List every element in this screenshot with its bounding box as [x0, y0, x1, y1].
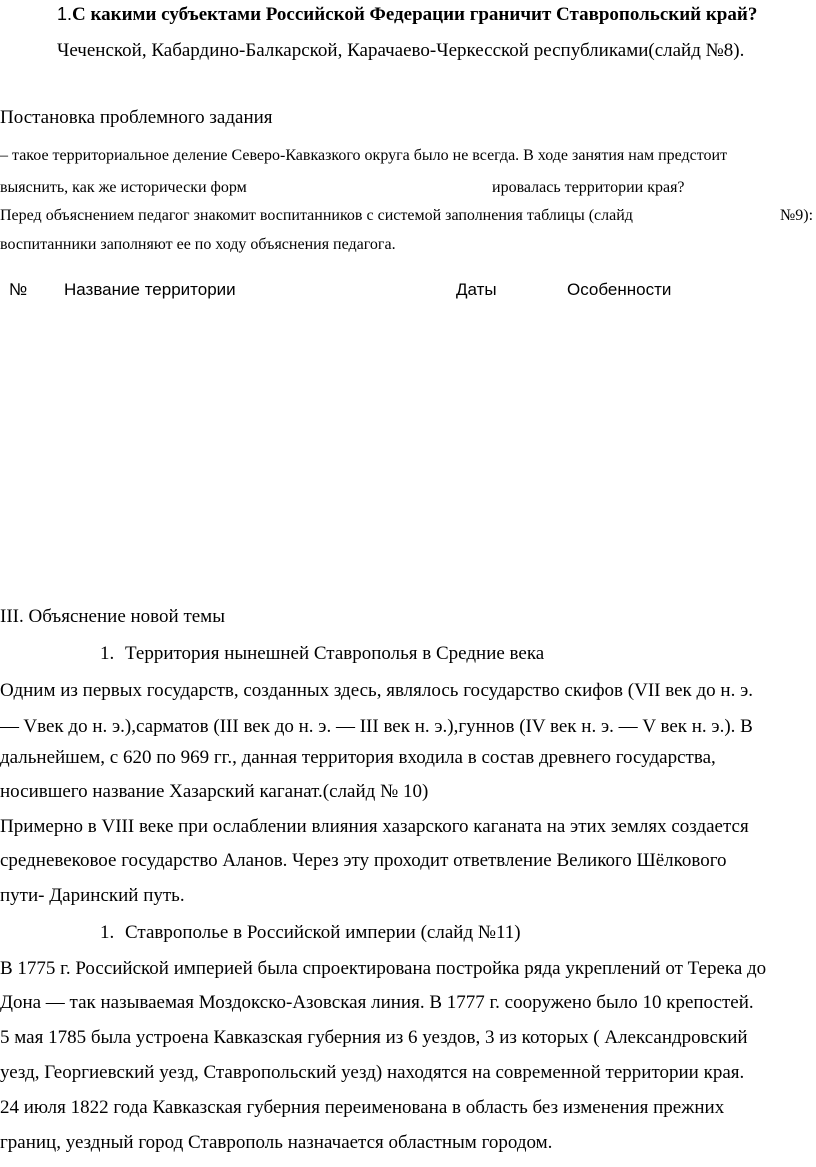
paragraph-1-line-1: Одним из первых государств, созданных здесь, являлось государство скифов (VII век до н. э. [0, 680, 753, 701]
problem-line-2b: ировалась территории края? [492, 179, 685, 196]
subsection-1-title [100, 644, 544, 663]
table-header-territory: Название территории [64, 280, 236, 299]
subsection-1-number: 1. [100, 643, 115, 664]
paragraph-1-line-2: — Vвек до н. э.),сарматов (III век до н. э. — III век н. э.),гуннов (IV век н. э. — V век н. э.). В [0, 716, 753, 737]
table-header-number: № [9, 280, 28, 299]
problem-line-4: воспитанники заполняют ее по ходу объяснения педагога. [0, 236, 396, 253]
question-number: 1. [57, 4, 73, 24]
problem-line-3b: №9): [780, 207, 814, 224]
paragraph-1-line-4: носившего название Хазарский каганат.(слайд № 10) [0, 781, 429, 802]
paragraph-2-line-1: Примерно в VIII веке при ослаблении влияния хазарского каганата на этих землях создается [0, 816, 749, 837]
table-header-dates: Даты [456, 280, 497, 299]
paragraph-3-line-2: Дона — так называемая Моздокско-Азовская линия. В 1777 г. сооружено было 10 крепостей. [0, 992, 754, 1013]
paragraph-2-line-2: средневековое государство Аланов. Через эту проходит ответвление Великого Шёлкового [0, 850, 727, 871]
problem-heading: Постановка проблемного задания [0, 107, 273, 128]
paragraph-2-line-3: пути- Даринский путь. [0, 885, 185, 906]
question-answer: Чеченской, Кабардино-Балкарской, Карачаево-Черкесской республиками(слайд №8). [57, 40, 745, 61]
subsection-2-title [100, 923, 521, 942]
problem-line-2a: выяснить, как же исторически форм [0, 179, 247, 196]
problem-line-1: – такое территориальное деление Северо-Кавказкого округа было не всегда. В ходе занятия нам предстоит [0, 147, 728, 164]
question-text: С какими субъектами Российской Федерации граничит Ставропольский край? [72, 4, 758, 25]
paragraph-3-line-5: 24 июля 1822 года Кавказская губерния переименована в область без изменения прежних [0, 1097, 725, 1118]
table-header-features: Особенности [567, 280, 672, 299]
subsection-2-text: Ставрополье в Российской империи (слайд №11) [125, 922, 521, 943]
paragraph-3-line-3: 5 мая 1785 была устроена Кавказская губерния из 6 уездов, 3 из которых ( Александровский [0, 1027, 748, 1048]
problem-line-3a: Перед объяснением педагог знакомит воспитанников с системой заполнения таблицы (слайд [0, 207, 633, 224]
subsection-2-number: 1. [100, 922, 115, 943]
paragraph-3-line-1: В 1775 г. Российской империей была спроектирована постройка ряда укреплений от Терека до [0, 958, 767, 979]
paragraph-3-line-6: границ, уездный город Ставрополь назначается областным городом. [0, 1132, 553, 1153]
question-line [57, 5, 757, 24]
paragraph-3-line-4: уезд, Георгиевский уезд, Ставропольский уезд) находятся на современной территории края. [0, 1062, 745, 1083]
paragraph-1-line-3: дальнейшем, с 620 по 969 гг., данная территория входила в состав древнего государства, [0, 747, 716, 768]
subsection-1-text: Территория нынешней Ставрополья в Средние века [125, 643, 545, 664]
section-heading: III. Объяснение новой темы [0, 606, 225, 627]
